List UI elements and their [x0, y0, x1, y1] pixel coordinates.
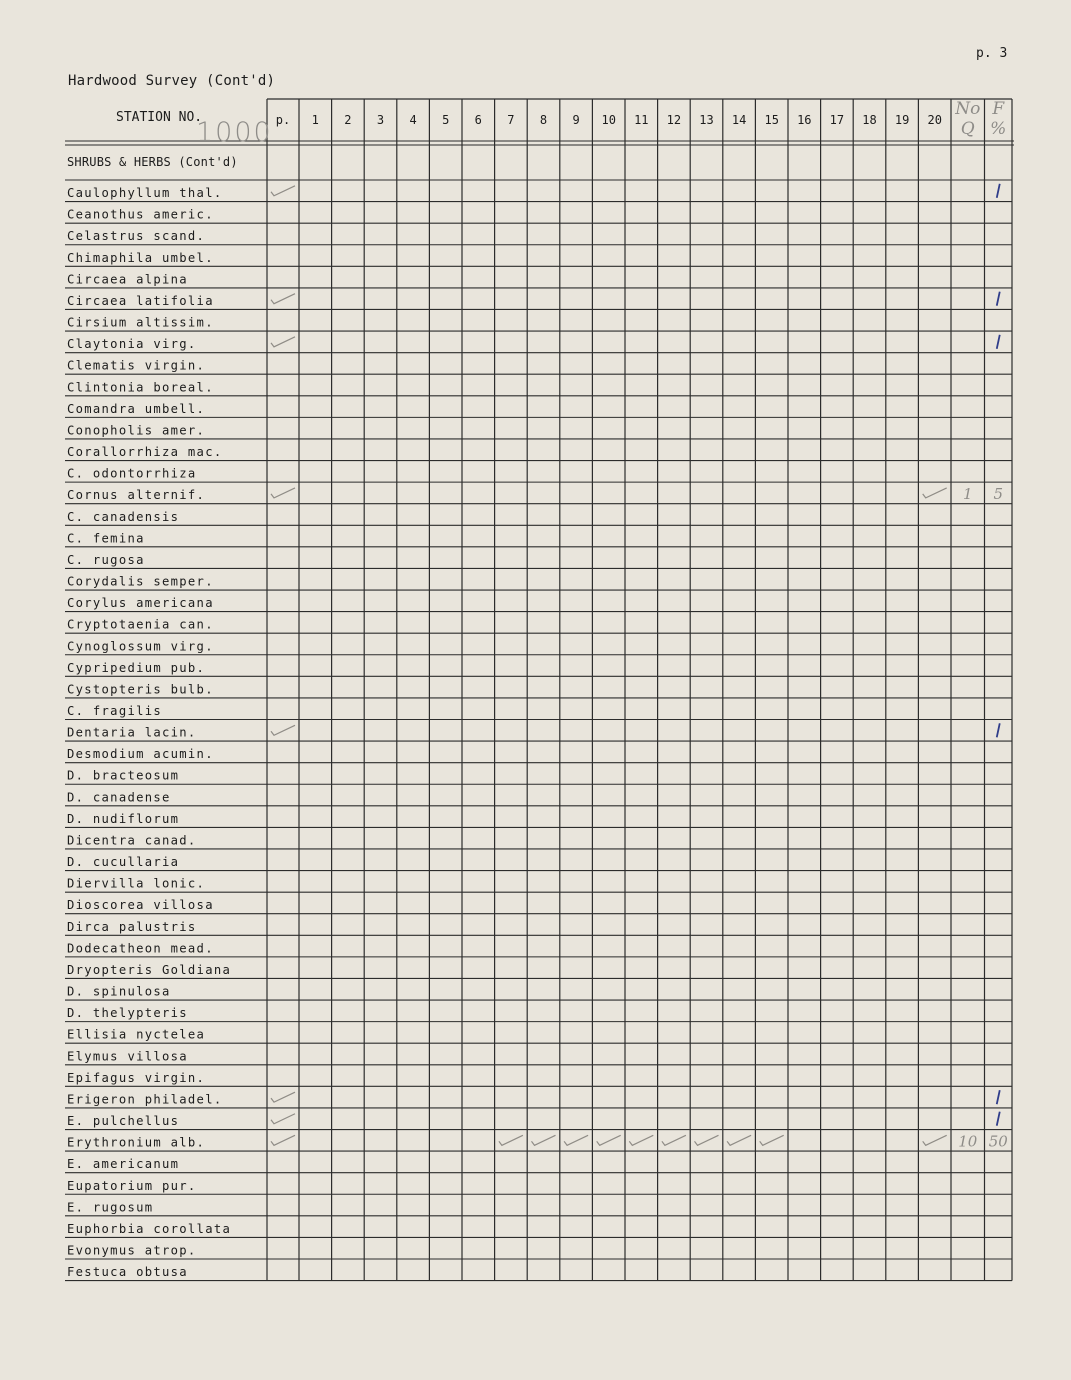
column-header: p. — [275, 113, 291, 127]
tally-mark — [997, 184, 1000, 198]
check-mark — [923, 488, 947, 498]
check-mark — [271, 725, 295, 735]
column-header: 2 — [344, 113, 352, 127]
species-name: Erigeron philadel. — [67, 1092, 223, 1107]
column-header: 20 — [927, 113, 942, 127]
column-header: 4 — [409, 113, 417, 127]
document-title: Hardwood Survey (Cont'd) — [68, 73, 276, 89]
column-header: 10 — [601, 113, 616, 127]
species-name: Euphorbia corollata — [67, 1221, 232, 1236]
handwritten-value: 5 — [993, 484, 1004, 503]
species-name: Eupatorium pur. — [67, 1178, 197, 1193]
column-header: 12 — [666, 113, 682, 127]
column-header: 15 — [764, 113, 779, 127]
species-name: Comandra umbell. — [67, 401, 206, 416]
check-mark — [629, 1135, 653, 1145]
section-heading: SHRUBS & HERBS (Cont'd) — [67, 155, 238, 169]
column-header: 8 — [539, 113, 548, 127]
species-name: Circaea latifolia — [67, 293, 214, 308]
species-name: D. thelypteris — [67, 1006, 188, 1021]
column-header: 5 — [442, 113, 450, 127]
species-name: Circaea alpina — [67, 272, 188, 287]
check-mark — [271, 1114, 295, 1124]
check-mark — [662, 1135, 686, 1145]
check-mark — [271, 294, 295, 304]
check-mark — [271, 488, 295, 498]
column-header: 14 — [731, 113, 747, 127]
species-name: Dryopteris Goldiana — [67, 962, 232, 977]
species-name: Cynoglossum virg. — [67, 639, 214, 654]
species-name: E. americanum — [67, 1157, 180, 1172]
species-name: Diervilla lonic. — [67, 876, 206, 891]
species-name: C. canadensis — [67, 509, 180, 524]
species-name: Cirsium altissim. — [67, 315, 214, 330]
species-name: Dodecatheon mead. — [67, 941, 214, 956]
tally-mark — [997, 1112, 1000, 1126]
species-name: Dicentra canad. — [67, 833, 197, 848]
handwritten-value: 50 — [988, 1132, 1008, 1151]
column-header: 19 — [894, 113, 910, 127]
species-name: Caulophyllum thal. — [67, 186, 223, 201]
species-name: Evonymus atrop. — [67, 1243, 197, 1258]
species-name: Cornus alternif. — [67, 488, 206, 503]
species-name: Dentaria lacin. — [67, 725, 197, 740]
check-mark — [532, 1135, 556, 1145]
species-name: Dirca palustris — [67, 919, 197, 934]
check-mark — [597, 1135, 621, 1145]
check-mark — [271, 337, 295, 347]
station-number-value: 1000 — [196, 117, 273, 148]
tally-mark — [997, 723, 1000, 737]
species-name: D. nudiflorum — [67, 811, 180, 826]
column-header: F % — [990, 99, 1007, 139]
check-mark — [695, 1135, 719, 1145]
column-header: 3 — [376, 113, 385, 127]
check-mark — [727, 1135, 751, 1145]
species-name: Claytonia virg. — [67, 337, 197, 352]
species-name: Cryptotaenia can. — [67, 617, 214, 632]
species-name: E. rugosum — [67, 1200, 154, 1215]
column-header: 18 — [862, 113, 877, 127]
column-header: 13 — [699, 113, 714, 127]
column-header: 11 — [634, 113, 649, 127]
species-name: Celastrus scand. — [67, 229, 206, 244]
tally-mark — [997, 335, 1000, 349]
species-name: Ceanothus americ. — [67, 207, 214, 222]
species-name: Ellisia nyctelea — [67, 1027, 206, 1042]
page-number: p. 3 — [976, 46, 1008, 61]
handwritten-value: 10 — [958, 1132, 978, 1151]
species-name: Clintonia boreal. — [67, 380, 214, 395]
species-name: Dioscorea villosa — [67, 898, 214, 913]
species-name: Corylus americana — [67, 596, 214, 611]
species-name: Conopholis amer. — [67, 423, 206, 438]
station-number-label: STATION NO. — [116, 110, 203, 125]
column-header: 9 — [572, 113, 580, 127]
column-header: 17 — [829, 113, 845, 127]
species-name: D. canadense — [67, 790, 171, 805]
column-header: 6 — [474, 113, 482, 127]
check-mark — [564, 1135, 588, 1145]
species-name: E. pulchellus — [67, 1114, 180, 1129]
check-mark — [499, 1135, 523, 1145]
species-name: C. rugosa — [67, 552, 145, 567]
check-mark — [271, 1135, 295, 1145]
species-name: C. femina — [67, 531, 145, 546]
species-name: D. cucullaria — [67, 855, 180, 870]
species-name: Desmodium acumin. — [67, 747, 214, 762]
species-name: D. bracteosum — [67, 768, 180, 783]
column-header: 7 — [507, 113, 515, 127]
species-name: Corydalis semper. — [67, 574, 214, 589]
species-name: Cystopteris bulb. — [67, 682, 214, 697]
species-name: Cypripedium pub. — [67, 660, 206, 675]
species-name: C. fragilis — [67, 704, 163, 718]
check-mark — [760, 1135, 784, 1145]
check-mark — [271, 186, 295, 196]
column-header: No Q — [955, 99, 981, 139]
species-name: Corallorrhiza mac. — [67, 445, 223, 460]
column-header: 1 — [311, 113, 319, 127]
tally-mark — [997, 1090, 1000, 1104]
species-name: Erythronium alb. — [67, 1135, 206, 1150]
species-name: Epifagus virgin. — [67, 1070, 206, 1085]
handwritten-value: 1 — [962, 484, 973, 503]
check-mark — [271, 1092, 295, 1102]
species-name: Elymus villosa — [67, 1049, 188, 1064]
species-name: Festuca obtusa — [67, 1265, 188, 1280]
species-name: Chimaphila umbel. — [67, 250, 214, 265]
check-mark — [923, 1135, 947, 1145]
species-name: Clematis virgin. — [67, 358, 206, 373]
tally-mark — [997, 292, 1000, 306]
species-name: D. spinulosa — [67, 984, 171, 999]
species-name: C. odontorrhiza — [67, 466, 197, 481]
column-header: 16 — [797, 113, 812, 127]
